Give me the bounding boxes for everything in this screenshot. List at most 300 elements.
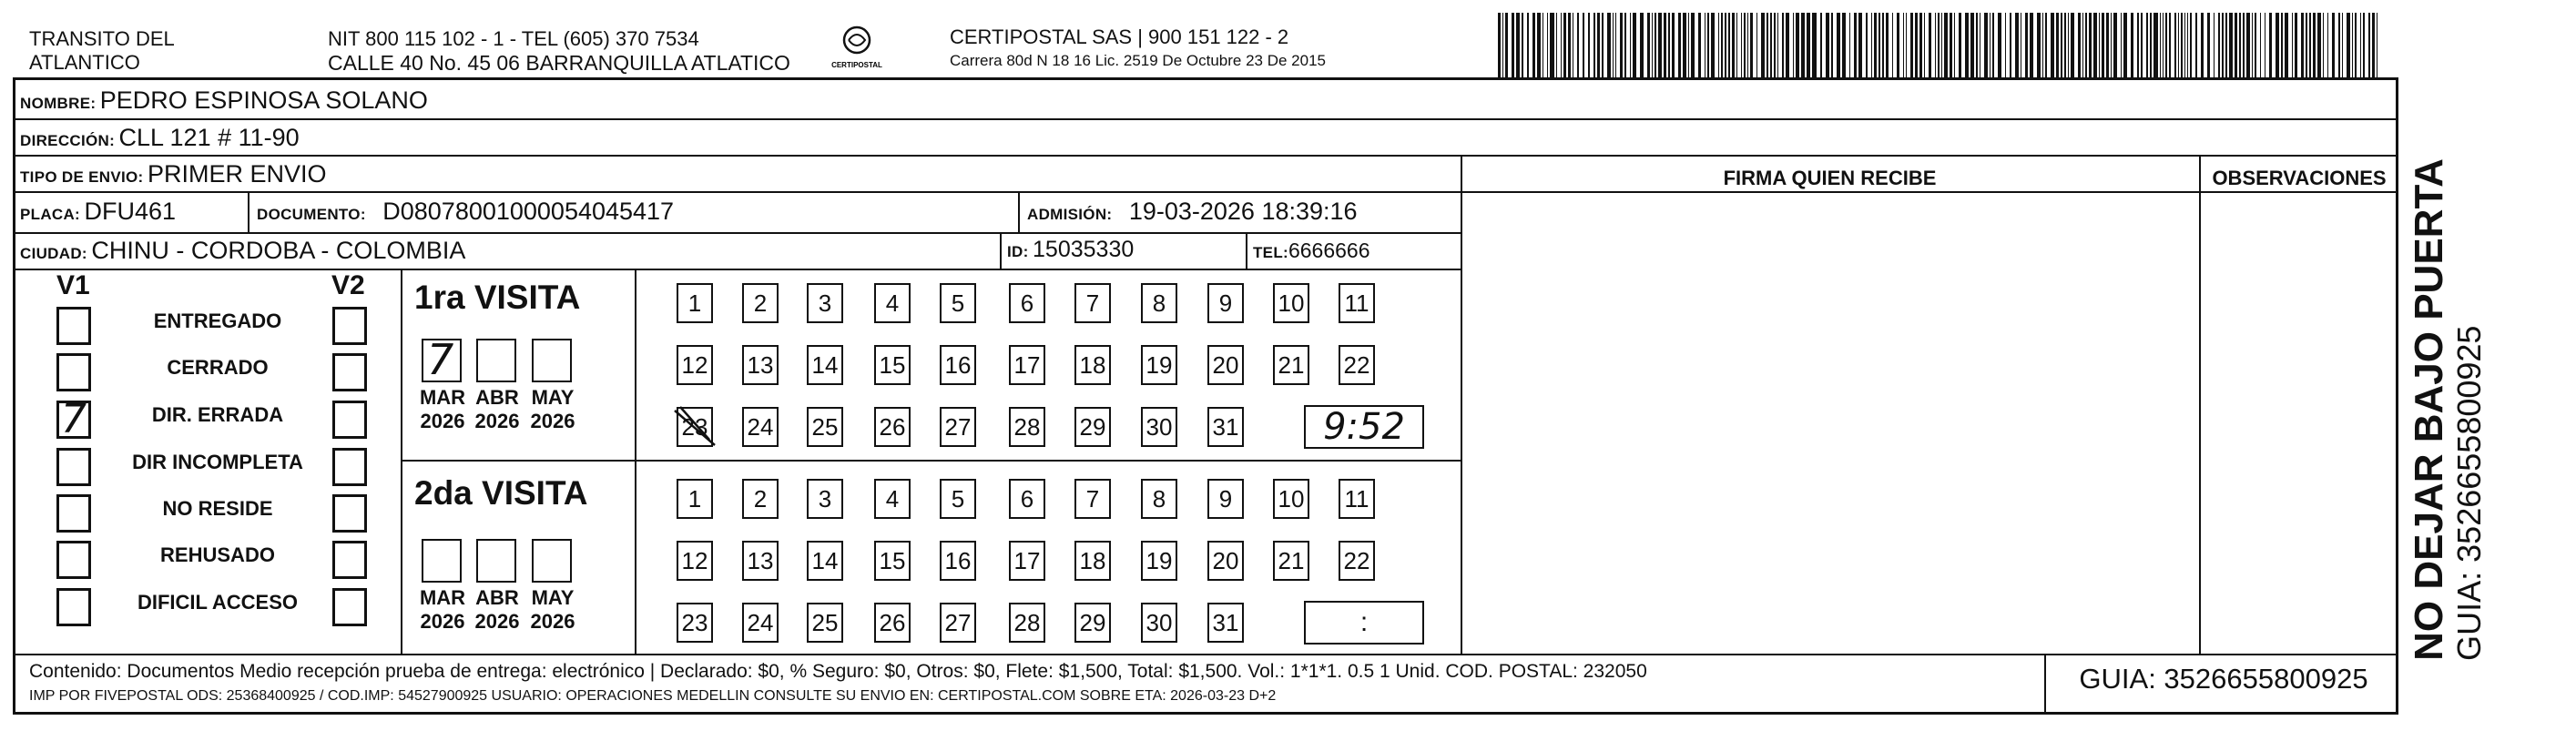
barcode-bar (1770, 13, 1773, 78)
month-name: MAY (531, 586, 575, 609)
barcode-bar (2235, 13, 2237, 78)
barcode-bar (2301, 13, 2304, 78)
direccion-label: DIRECCIÓN: (20, 132, 116, 149)
barcode-bar (1906, 13, 1907, 78)
day-checkbox[interactable]: 30 (1141, 407, 1177, 447)
barcode-bar (1747, 13, 1748, 78)
barcode-bar (2338, 13, 2339, 78)
barcode-bar (1782, 13, 1783, 78)
barcode-bar (2093, 13, 2097, 78)
barcode-bar (1728, 13, 1729, 78)
day-checkbox[interactable]: 1 (677, 479, 713, 519)
v2-checkbox[interactable] (332, 353, 367, 391)
barcode-bar (1561, 13, 1562, 78)
barcode-bar (1568, 13, 1571, 78)
day-checkbox[interactable]: 23 (677, 603, 713, 643)
barcode-bar (2225, 13, 2226, 78)
v2-checkbox[interactable] (332, 494, 367, 533)
barcode-bar (2025, 13, 2028, 78)
v1-checkbox[interactable] (56, 307, 91, 345)
barcode-bar (2363, 13, 2364, 78)
barcode-bar (1944, 13, 1948, 78)
barcode-bar (1640, 13, 1644, 78)
barcode-bar (1831, 13, 1832, 78)
barcode-bar (1630, 13, 1631, 78)
barcode-bar (1502, 13, 1503, 78)
barcode-bar (2269, 13, 2272, 78)
barcode-bar (2360, 13, 2361, 78)
barcode-bar (1786, 13, 1789, 78)
admision-value: 19-03-2026 18:39:16 (1128, 198, 1358, 225)
barcode-bar (1959, 13, 1961, 78)
visit-title: 1ra VISITA (414, 279, 581, 316)
barcode-bar (2051, 13, 2054, 78)
day-checkbox[interactable]: 6 (1009, 283, 1045, 323)
tipo-envio-value: PRIMER ENVIO (147, 160, 327, 188)
day-checkbox[interactable]: 16 (940, 345, 976, 385)
barcode-bar (1837, 13, 1840, 78)
barcode-bar (1563, 13, 1566, 78)
documento-row (257, 198, 674, 226)
month-year: 2026 (530, 610, 575, 633)
admision-label: ADMISIÓN: (1027, 206, 1113, 223)
tel-value: 6666666 (1288, 239, 1370, 262)
day-checkbox[interactable]: 21 (1273, 541, 1309, 581)
barcode-bar (2037, 13, 2041, 78)
tel-label: TEL: (1253, 244, 1288, 261)
day-checkbox[interactable]: 18 (1074, 541, 1111, 581)
month-year: 2026 (530, 410, 575, 432)
v1-checkbox[interactable] (56, 448, 91, 486)
month-year: 2026 (420, 610, 465, 633)
placa-value: DFU461 (84, 198, 177, 225)
day-checkbox[interactable]: 27 (940, 407, 976, 447)
tipo-envio-label: TIPO DE ENVIO: (20, 168, 144, 186)
day-checkbox[interactable]: 16 (940, 541, 976, 581)
barcode-bar (2102, 13, 2104, 78)
barcode-bar (1820, 13, 1823, 78)
barcode-bar (2005, 13, 2006, 78)
barcode-bar (2323, 13, 2324, 78)
barcode-bar (2368, 13, 2371, 78)
v1-checkbox[interactable] (56, 353, 91, 391)
month-year: 2026 (420, 410, 465, 432)
barcode-bar (1992, 13, 1993, 78)
v1-label: V1 (56, 270, 90, 300)
courier-line1: CERTIPOSTAL SAS | 900 151 122 - 2 (950, 25, 1289, 48)
day-checkbox[interactable]: 20 (1207, 541, 1244, 581)
time-field[interactable]: : (1304, 601, 1424, 645)
barcode-bar (1688, 13, 1689, 78)
barcode-bar (1970, 13, 1974, 78)
org-name-line2: ATLANTICO (29, 51, 140, 74)
day-checkbox[interactable]: 31 (1207, 407, 1244, 447)
barcode-bar (2372, 13, 2375, 78)
day-checkbox[interactable]: 26 (874, 407, 911, 447)
day-checkbox[interactable]: 8 (1141, 283, 1177, 323)
day-checkbox[interactable]: 4 (874, 479, 911, 519)
day-checkbox[interactable]: 26 (874, 603, 911, 643)
barcode-bar (2068, 13, 2069, 78)
month-name: ABR (475, 386, 519, 409)
barcode-bar (1849, 13, 1850, 78)
barcode-bar (1550, 13, 1553, 78)
barcode-bar (1647, 13, 1650, 78)
courier-line2: Carrera 80d N 18 16 Lic. 2519 De Octubre 23 De 2015 (950, 52, 1326, 69)
barcode-bar (2184, 13, 2185, 78)
barcode-bar (2045, 13, 2046, 78)
barcode-bar (1725, 13, 1727, 78)
day-checkbox[interactable]: 7 (1074, 479, 1111, 519)
barcode-bar (2082, 13, 2083, 78)
barcode-bar (1919, 13, 1922, 78)
footer-guia: GUIA: 3526655800925 (2079, 663, 2368, 695)
address-line: CALLE 40 No. 45 06 BARRANQUILLA ATLATICO (328, 51, 790, 75)
id-row (1007, 237, 1134, 263)
status-label: CERRADO (167, 356, 269, 379)
month-name: MAR (419, 586, 466, 609)
barcode-bar (2099, 13, 2100, 78)
barcode-bar (2352, 13, 2353, 78)
day-checkbox[interactable]: 2 (742, 283, 779, 323)
day-checkbox[interactable]: 10 (1273, 479, 1309, 519)
barcode-bar (2163, 13, 2164, 78)
barcode-bar (2061, 13, 2063, 78)
barcode-bar (1941, 13, 1942, 78)
day-checkbox[interactable]: 23 (677, 407, 713, 447)
day-checkbox[interactable]: 3 (807, 283, 843, 323)
v1-checkbox[interactable] (56, 396, 91, 442)
barcode-bar (2178, 13, 2179, 78)
barcode-bar (1678, 13, 1681, 78)
barcode-bar (1736, 13, 1737, 78)
barcode-bar (1950, 13, 1952, 78)
barcode-bar (1624, 13, 1625, 78)
day-checkbox[interactable]: 6 (1009, 479, 1045, 519)
documento-value: D08078001000054045417 (382, 198, 675, 225)
barcode-bar (1965, 13, 1969, 78)
day-checkbox[interactable]: 19 (1141, 541, 1177, 581)
day-checkbox[interactable]: 13 (742, 541, 779, 581)
day-checkbox[interactable]: 2 (742, 479, 779, 519)
barcode-bar (1683, 13, 1686, 78)
barcode-bar (2160, 13, 2161, 78)
barcode-bar (2246, 13, 2250, 78)
v1-handwritten-mark: 7 (61, 396, 87, 442)
barcode-bar (2207, 13, 2210, 78)
day-checkbox[interactable]: 5 (940, 283, 976, 323)
month-year: 2026 (474, 610, 520, 633)
month-name: MAY (531, 386, 575, 409)
side-guia: GUIA: 3526655800925 (2450, 325, 2488, 661)
v1-checkbox[interactable] (56, 541, 91, 579)
time-field[interactable]: 9:52 (1304, 405, 1424, 449)
contenido-text: Contenido: Documentos Medio recepción prueba de entrega: electrónico | Declarado: $0, % Seguro: $0, Otros: $0, Flete: $1,500, Total: $1,500. Vol.: 1*1*1. 0.5 1 Unid. COD. POSTAL: 232050 (29, 661, 1647, 682)
barcode-bar (1886, 13, 1889, 78)
barcode-bar (1998, 13, 2001, 78)
barcode-bar (2111, 13, 2112, 78)
month-checkbox[interactable] (422, 539, 462, 583)
barcode-bar (1537, 13, 1541, 78)
barcode-bar (1854, 13, 1857, 78)
barcode-bar (1597, 13, 1600, 78)
day-checkbox[interactable]: 19 (1141, 345, 1177, 385)
barcode-bar (2222, 13, 2225, 78)
v2-checkbox[interactable] (332, 588, 367, 626)
id-value: 15035330 (1033, 237, 1135, 262)
courier-info (950, 25, 1326, 73)
barcode-bar (2150, 13, 2153, 78)
barcode-bar (2153, 13, 2157, 78)
v2-checkbox[interactable] (332, 448, 367, 486)
barcode-bar (2010, 13, 2011, 78)
barcode-bar (1732, 13, 1735, 78)
barcode-bar (1874, 13, 1877, 78)
barcode-bar (2229, 13, 2233, 78)
barcode-bar (1718, 13, 1719, 78)
barcode-bar (2123, 13, 2127, 78)
barcode-bar (2347, 13, 2350, 78)
barcode-bar (2276, 13, 2279, 78)
day-checkbox[interactable]: 14 (807, 541, 843, 581)
day-checkbox[interactable]: 28 (1009, 603, 1045, 643)
status-label: ENTREGADO (153, 310, 282, 332)
barcode-bar (2169, 13, 2172, 78)
barcode-bar (1892, 13, 1893, 78)
day-checkbox[interactable]: 12 (677, 541, 713, 581)
barcode-bar (1658, 13, 1662, 78)
barcode-bar (1577, 13, 1578, 78)
status-label: DIR. ERRADA (151, 403, 284, 426)
day-checkbox[interactable]: 29 (1074, 407, 1111, 447)
day-checkbox[interactable]: 4 (874, 283, 911, 323)
barcode-bar (1774, 13, 1775, 78)
barcode-bar (2181, 13, 2182, 78)
org-name (29, 27, 175, 75)
barcode-bar (2243, 13, 2244, 78)
barcode-bar (2190, 13, 2191, 78)
barcode-bar (2113, 13, 2117, 78)
barcode-bar (2064, 13, 2065, 78)
barcode-bar (1615, 13, 1616, 78)
imp-text: IMP POR FIVEPOSTAL ODS: 25368400925 / COD.IMP: 54527900925 USUARIO: OPERACIONES MEDELLIN CONSULTE SU ENVIO EN: CERTIPOSTAL.COM SOBRE ETA: 2026-03-23 D+2 (29, 688, 1277, 704)
direccion-row (20, 124, 300, 152)
day-checkbox[interactable]: 22 (1339, 345, 1375, 385)
month-checkbox[interactable] (532, 539, 572, 583)
barcode-bar (1672, 13, 1675, 78)
barcode-bar (1633, 13, 1636, 78)
month-label (414, 586, 471, 634)
barcode-bar (1842, 13, 1846, 78)
day-checkbox[interactable]: 28 (1009, 407, 1045, 447)
firma-header: FIRMA QUIEN RECIBE (1723, 167, 1937, 189)
observaciones-header: OBSERVACIONES (2212, 167, 2387, 189)
barcode-bar (1620, 13, 1623, 78)
barcode-bar (1935, 13, 1936, 78)
barcode-bar (1812, 13, 1816, 78)
barcode-bar (2042, 13, 2043, 78)
month-handwritten-mark: 7 (427, 335, 454, 384)
barcode-bar (2281, 13, 2282, 78)
day-checkbox[interactable]: 22 (1339, 541, 1375, 581)
day-checkbox[interactable]: 21 (1273, 345, 1309, 385)
status-label: DIR INCOMPLETA (132, 451, 303, 473)
day-checkbox[interactable]: 18 (1074, 345, 1111, 385)
barcode-bar (1807, 13, 1810, 78)
month-year: 2026 (474, 410, 520, 432)
placa-row (20, 198, 176, 226)
day-checkbox[interactable]: 24 (742, 603, 779, 643)
day-checkbox[interactable]: 24 (742, 407, 779, 447)
v1-checkbox[interactable] (56, 588, 91, 626)
barcode-bar (2085, 13, 2086, 78)
barcode-bar (1607, 13, 1611, 78)
barcode-bar (1910, 13, 1913, 78)
barcode-bar (1938, 13, 1939, 78)
day-checkbox[interactable]: 9 (1207, 283, 1244, 323)
barcode-bar (1583, 13, 1585, 78)
v2-label: V2 (331, 270, 365, 300)
barcode-bar (2015, 13, 2019, 78)
day-checkbox[interactable]: 17 (1009, 541, 1045, 581)
month-checkbox[interactable] (532, 339, 572, 382)
day-checkbox[interactable]: 7 (1074, 283, 1111, 323)
barcode-bar (1532, 13, 1535, 78)
tel-row (1253, 239, 1370, 263)
month-checkbox[interactable] (422, 335, 462, 384)
month-name: ABR (475, 586, 519, 609)
barcode-bar (2309, 13, 2310, 78)
day-checkbox[interactable]: 14 (807, 345, 843, 385)
day-checkbox[interactable]: 17 (1009, 345, 1045, 385)
day-checkbox[interactable]: 15 (874, 345, 911, 385)
day-checkbox[interactable]: 15 (874, 541, 911, 581)
barcode-bar (1793, 13, 1794, 78)
day-checkbox[interactable]: 31 (1207, 603, 1244, 643)
month-label (524, 386, 581, 433)
barcode-bar (2141, 13, 2143, 78)
barcode-bar (1527, 13, 1528, 78)
month-checkbox[interactable] (476, 539, 516, 583)
org-contact (328, 27, 790, 75)
day-checkbox[interactable]: 5 (940, 479, 976, 519)
v2-checkbox[interactable] (332, 401, 367, 439)
barcode-bar (2239, 13, 2242, 78)
day-checkbox[interactable]: 11 (1339, 479, 1375, 519)
barcode-bar (2165, 13, 2166, 78)
barcode-bar (2146, 13, 2147, 78)
barcode-bar (1593, 13, 1596, 78)
barcode-bar (1858, 13, 1862, 78)
barcode-bar (2317, 13, 2321, 78)
barcode-bar (1882, 13, 1883, 78)
barcode-bar (2056, 13, 2059, 78)
day-checkbox[interactable]: 12 (677, 345, 713, 385)
barcode-bar (1924, 13, 1925, 78)
nombre-label: NOMBRE: (20, 95, 97, 112)
v2-checkbox[interactable] (332, 307, 367, 345)
day-checkbox[interactable]: 11 (1339, 283, 1375, 323)
barcode (1498, 13, 2381, 78)
direccion-value: CLL 121 # 11-90 (118, 124, 300, 151)
barcode-bar (2313, 13, 2316, 78)
barcode-bar (1826, 13, 1829, 78)
day-checkbox[interactable]: 3 (807, 479, 843, 519)
day-checkbox[interactable]: 1 (677, 283, 713, 323)
day-checkbox[interactable]: 27 (940, 603, 976, 643)
barcode-bar (2355, 13, 2356, 78)
barcode-bar (1929, 13, 1931, 78)
day-checkbox[interactable]: 13 (742, 345, 779, 385)
barcode-bar (2252, 13, 2253, 78)
documento-label: DOCUMENTO: (257, 206, 366, 223)
nit-line: NIT 800 115 102 - 1 - TEL (605) 370 7534 (328, 27, 699, 50)
barcode-bar (2121, 13, 2122, 78)
barcode-bar (1707, 13, 1708, 78)
org-name-line1: TRANSITO DEL (29, 27, 175, 50)
barcode-bar (2195, 13, 2198, 78)
day-checkbox[interactable]: 30 (1141, 603, 1177, 643)
barcode-bar (2078, 13, 2081, 78)
nombre-value: PEDRO ESPINOSA SOLANO (99, 86, 428, 114)
day-checkbox[interactable]: 25 (807, 603, 843, 643)
barcode-bar (1990, 13, 1991, 78)
barcode-bar (1897, 13, 1899, 78)
day-checkbox[interactable]: 25 (807, 407, 843, 447)
id-label: ID: (1007, 243, 1029, 260)
barcode-bar (1668, 13, 1671, 78)
barcode-bar (1613, 13, 1614, 78)
v1-checkbox[interactable] (56, 494, 91, 533)
day-checkbox[interactable]: 10 (1273, 283, 1309, 323)
day-checkbox[interactable]: 29 (1074, 603, 1111, 643)
day-checkbox[interactable]: 9 (1207, 479, 1244, 519)
day-checkbox[interactable]: 20 (1207, 345, 1244, 385)
barcode-bar (2030, 13, 2033, 78)
month-label (414, 386, 471, 433)
month-name: MAR (419, 386, 466, 409)
side-warning: NO DEJAR BAJO PUERTA (2407, 158, 2451, 661)
barcode-bar (1691, 13, 1695, 78)
nombre-row (20, 86, 428, 115)
status-label: DIFICIL ACCESO (137, 591, 298, 614)
barcode-bar (2131, 13, 2133, 78)
barcode-bar (1556, 13, 1557, 78)
barcode-bar (1498, 13, 1501, 78)
barcode-bar (2106, 13, 2109, 78)
month-checkbox[interactable] (476, 339, 516, 382)
day-checkbox[interactable]: 8 (1141, 479, 1177, 519)
barcode-bar (1954, 13, 1955, 78)
barcode-bar (1903, 13, 1904, 78)
barcode-bar (1866, 13, 1867, 78)
barcode-bar (1756, 13, 1757, 78)
barcode-bar (1516, 13, 1520, 78)
status-label: REHUSADO (160, 543, 275, 566)
barcode-bar (2201, 13, 2204, 78)
month-label (524, 586, 581, 634)
barcode-bar (2327, 13, 2328, 78)
barcode-bar (2285, 13, 2288, 78)
barcode-bar (2089, 13, 2092, 78)
ciudad-value: CHINU - CORDOBA - COLOMBIA (91, 237, 466, 264)
barcode-bar (1915, 13, 1918, 78)
barcode-bar (1744, 13, 1745, 78)
barcode-bar (2342, 13, 2343, 78)
barcode-bar (1547, 13, 1548, 78)
v2-checkbox[interactable] (332, 541, 367, 579)
barcode-bar (1984, 13, 1988, 78)
